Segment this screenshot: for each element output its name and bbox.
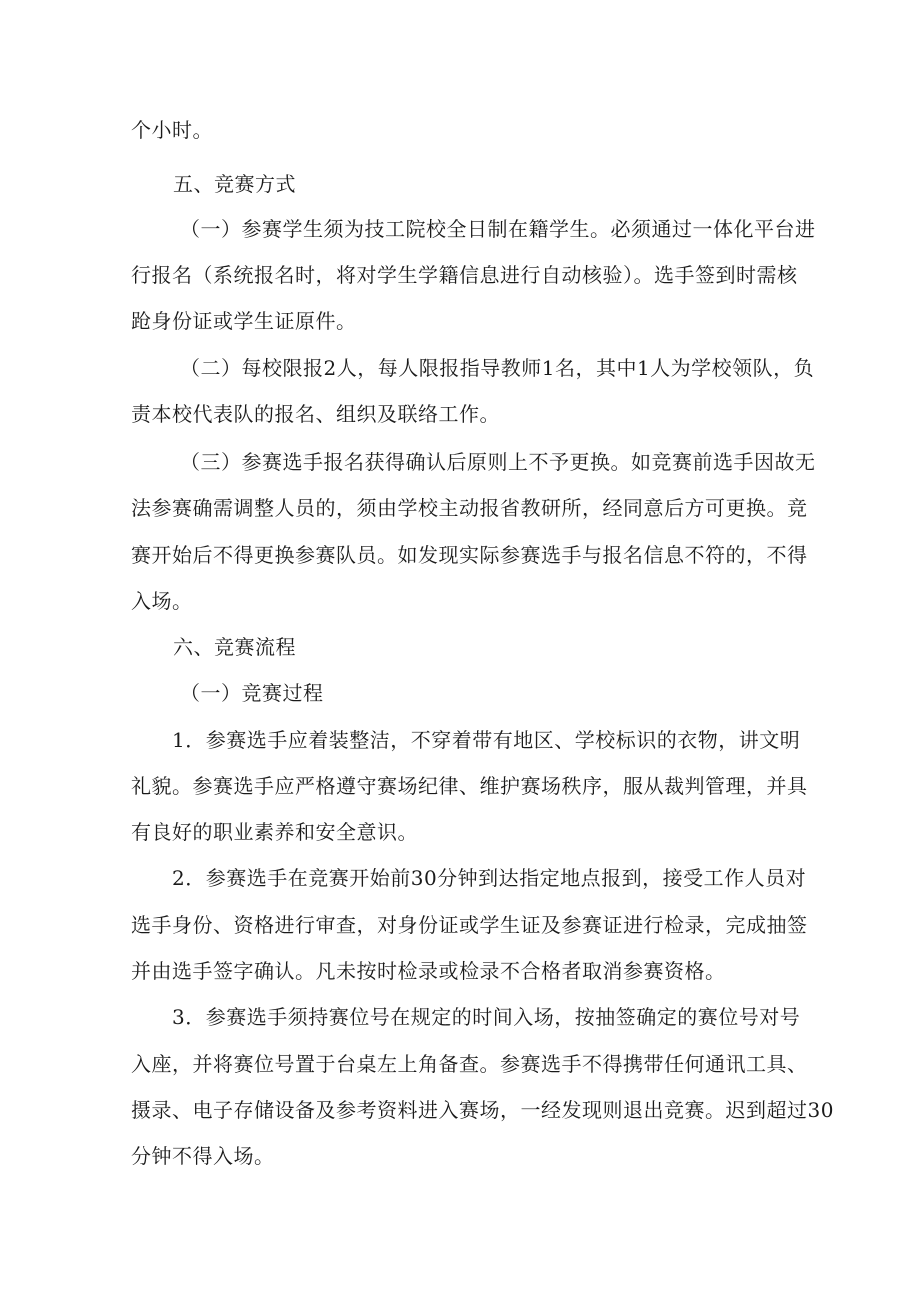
section-heading: 六、竞赛流程 [173, 635, 296, 659]
text-line: 有良好的职业素养和安全意识。 [131, 820, 418, 844]
section-heading: 五、竞赛方式 [173, 172, 296, 196]
text-line: （二）每校限报2人，每人限报指导教师1名，其中1人为学校领队，负 [180, 356, 815, 380]
text-line: 选手身份、资格进行审查，对身份证或学生证及参赛证进行检录，完成抽签 [131, 913, 808, 937]
text-line: 入座，并将赛位号置于台桌左上角备查。参赛选手不得携带任何通讯工具、 [131, 1052, 808, 1076]
text-line: 个小时。 [131, 118, 213, 142]
text-line: 入场。 [131, 589, 193, 613]
text-line: 法参赛确需调整人员的，须由学校主动报省教研所，经同意后方可更换。竞 [131, 496, 808, 520]
text-line: 并由选手签字确认。凡未按时检录或检录不合格者取消参赛资格。 [131, 959, 726, 983]
text-line: 赛开始后不得更换参赛队员。如发现实际参赛选手与报名信息不符的，不得 [131, 543, 808, 567]
text-line: （三）参赛选手报名获得确认后原则上不予更换。如竞赛前选手因故无 [180, 450, 816, 474]
text-line: 跄身份证或学生证原件。 [131, 309, 357, 333]
text-line: 3．参赛选手须持赛位号在规定的时间入场，按抽签确定的赛位号对号 [172, 1005, 801, 1029]
subsection-heading: （一）竞赛过程 [180, 681, 324, 705]
text-line: 分钟不得入场。 [131, 1144, 275, 1168]
text-line: 摄录、电子存储设备及参考资料进入赛场，一经发现则退出竞赛。迟到超过30 [131, 1098, 834, 1122]
text-line: 行报名（系统报名时，将对学生学籍信息进行自动核验）。选手签到时需核 [131, 263, 798, 287]
text-line: 1．参赛选手应着装整洁，不穿着带有地区、学校标识的衣物，讲文明 [172, 728, 801, 752]
text-line: 2．参赛选手在竞赛开始前30分钟到达指定地点报到，接受工作人员对 [172, 866, 807, 890]
text-line: 责本校代表队的报名、组织及联络工作。 [131, 402, 500, 426]
text-line: 礼貌。参赛选手应严格遵守赛场纪律、维护赛场秩序，服从裁判管理，并具 [131, 774, 808, 798]
text-line: （一）参赛学生须为技工院校全日制在籍学生。必须通过一体化平台进 [180, 217, 816, 241]
